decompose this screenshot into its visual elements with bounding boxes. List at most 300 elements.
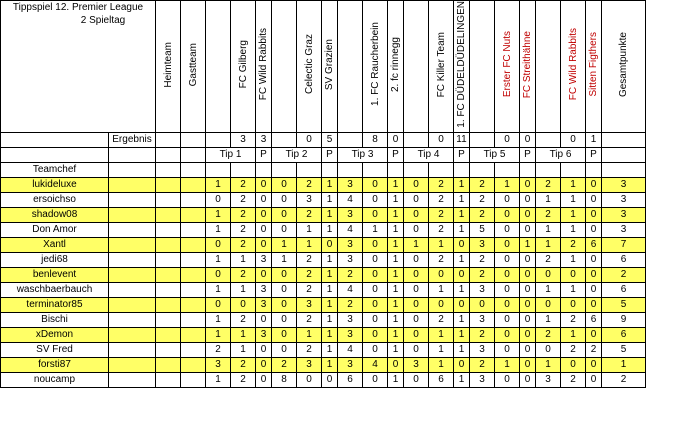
tip-cell: 2 [536,252,561,267]
table-row [1,267,646,282]
blank-cell [109,207,156,222]
tip-cell: 0 [586,282,602,297]
tip-cell: 1 [206,222,231,237]
tip-cell: 3 [338,327,363,342]
tip-cell: 0 [363,282,388,297]
tip-cell: 8 [272,372,297,387]
tip-cell: 4 [338,282,363,297]
tip-cell: 2 [297,282,322,297]
tip-cell: 0 [495,372,520,387]
header-team-13 [586,1,602,133]
tip-cell: 2 [561,372,586,387]
blank-cell [1,132,109,147]
tip-cell: 0 [561,357,586,372]
tip-cell: 0 [256,177,272,192]
tip-cell: 1 [536,312,561,327]
tip-cell: 0 [586,177,602,192]
blank-cell [156,222,181,237]
ergebnis-value: 0 [495,132,520,147]
tip-cell: 1 [388,252,404,267]
table-row [1,282,646,297]
tip-cell: 1 [322,342,338,357]
tip-cell: 0 [495,192,520,207]
tip-cell: 2 [470,177,495,192]
tip-cell: 2 [470,192,495,207]
tip-cell: 0 [256,222,272,237]
header-spacer [536,1,561,133]
tip-cell: 1 [206,177,231,192]
tip-cell: 0 [454,237,470,252]
gesamt-cell: 6 [602,252,646,267]
blank-cell [109,147,156,162]
table-row [1,222,646,237]
tip-cell: 0 [404,222,429,237]
blank-cell [109,267,156,282]
tip-cell: 2 [231,177,256,192]
tip-header-2: Tip 2 [272,147,322,162]
ergebnis-value: 0 [388,132,404,147]
tip-cell: 1 [388,222,404,237]
tip-cell: 2 [561,312,586,327]
blank-cell [206,162,231,177]
blank-cell [156,237,181,252]
tip-cell: 0 [231,297,256,312]
tip-cell: 0 [561,267,586,282]
tip-cell: 3 [470,237,495,252]
tip-cell: 2 [231,192,256,207]
tip-cell: 0 [454,297,470,312]
tip-cell: 0 [586,357,602,372]
tip-cell: 2 [470,357,495,372]
tip-cell: 1 [561,222,586,237]
gesamt-cell: 5 [602,342,646,357]
tip-cell: 3 [206,357,231,372]
tip-cell: 1 [454,192,470,207]
tip-cell: 2 [297,252,322,267]
header-team-11 [520,1,536,133]
ergebnis-value: 0 [297,132,322,147]
blank-cell [109,192,156,207]
tip-cell: 3 [297,297,322,312]
header-label: FC Killer Team [435,31,447,98]
blank-cell [181,267,206,282]
header-label: Erster FC Nuts [501,31,513,98]
tip-cell: 0 [256,312,272,327]
blank-cell [181,342,206,357]
tip-cell: 3 [256,282,272,297]
table-row [1,297,646,312]
tip-cell: 0 [272,192,297,207]
tip-cell: 0 [495,327,520,342]
header-team-5 [322,1,338,133]
header-spacer [272,1,297,133]
tip-cell: 2 [297,207,322,222]
tip-cell: 0 [206,237,231,252]
ergebnis-value: 5 [322,132,338,147]
header-spacer [338,1,363,133]
gesamt-cell: 3 [602,222,646,237]
tip-cell: 0 [536,342,561,357]
tip-cell: 1 [561,252,586,267]
blank-cell [181,222,206,237]
blank-cell [322,162,338,177]
blank-cell [181,357,206,372]
tip-cell: 3 [297,192,322,207]
tip-cell: 3 [338,237,363,252]
header-label: Gesamtpunkte [618,31,629,97]
tip-cell: 1 [388,177,404,192]
tip-cell: 0 [272,327,297,342]
tip-cell: 1 [536,357,561,372]
blank-cell [156,207,181,222]
gesamt-cell: 6 [602,282,646,297]
player-name: Don Amor [1,222,109,237]
tip-cell: 0 [404,207,429,222]
tip-cell: 0 [404,297,429,312]
tip-cell: 1 [272,252,297,267]
blank-cell [495,162,520,177]
table-row [1,312,646,327]
gesamt-cell: 9 [602,312,646,327]
blank-cell [1,147,109,162]
tip-cell: 0 [520,207,536,222]
tip-cell: 1 [429,282,454,297]
tip-cell: 1 [206,312,231,327]
ergebnis-value [602,132,646,147]
tip-cell: 2 [429,222,454,237]
tip-cell: 1 [322,282,338,297]
tip-cell: 0 [495,237,520,252]
blank-cell [156,162,181,177]
blank-cell [156,252,181,267]
tip-cell: 1 [536,282,561,297]
table-row [1,192,646,207]
blank-cell [156,312,181,327]
blank-cell [602,147,646,162]
blank-cell [388,162,404,177]
blank-cell [156,372,181,387]
tip-cell: 2 [231,237,256,252]
tip-cell: 1 [322,207,338,222]
blank-cell [297,162,322,177]
tip-cell: 0 [256,192,272,207]
ergebnis-value [156,132,181,147]
tip-cell: 1 [520,237,536,252]
header-label: Heimteam [162,41,174,88]
header-label: SV Grazien [324,38,335,90]
tip-cell: 2 [297,342,322,357]
header-team-7 [388,1,404,133]
tip-cell: 3 [256,297,272,312]
tip-cell: 1 [536,192,561,207]
tip-header-5: Tip 5 [470,147,520,162]
blank-cell [181,297,206,312]
tip-cell: 0 [586,267,602,282]
tip-cell: 0 [363,177,388,192]
ergebnis-value: 3 [256,132,272,147]
tip-cell: 2 [561,342,586,357]
tip-cell: 1 [454,207,470,222]
ergebnis-value [404,132,429,147]
tip-header-4: Tip 4 [404,147,454,162]
blank-cell [156,357,181,372]
header-label: FC Wild Rabbits [567,28,579,101]
tip-cell: 0 [536,297,561,312]
header-team-4 [297,1,322,133]
tip-cell: 1 [454,372,470,387]
header-label: FC Streithähne [522,30,533,98]
blank-cell [109,342,156,357]
tip-cell: 0 [363,192,388,207]
tip-cell: 0 [206,267,231,282]
tip-cell: 0 [536,267,561,282]
tip-cell: 1 [536,222,561,237]
tip-cell: 0 [495,342,520,357]
blank-cell [181,162,206,177]
blank-cell [109,282,156,297]
ergebnis-value: 1 [586,132,602,147]
header-label: 1. FC DÜDELDÜDELINGEN [456,1,467,128]
tip-cell: 0 [454,267,470,282]
tip-cell: 2 [297,267,322,282]
tip-cell: 0 [520,327,536,342]
p-header: P [322,147,338,162]
header-team-3 [256,1,272,133]
tip-cell: 0 [495,252,520,267]
tip-cell: 0 [363,297,388,312]
tip-cell: 0 [272,222,297,237]
tip-cell: 0 [586,222,602,237]
tip-cell: 0 [520,222,536,237]
tip-cell: 1 [297,327,322,342]
tip-header-6: Tip 6 [536,147,586,162]
tip-cell: 0 [520,342,536,357]
tip-cell: 2 [338,267,363,282]
tip-cell: 1 [206,372,231,387]
table-row [1,357,646,372]
tip-cell: 3 [297,357,322,372]
tip-cell: 2 [231,222,256,237]
tip-cell: 1 [561,192,586,207]
tip-cell: 0 [256,267,272,282]
tip-cell: 3 [338,312,363,327]
tip-cell: 1 [388,237,404,252]
tip-cell: 3 [338,357,363,372]
tip-cell: 6 [586,312,602,327]
tip-cell: 1 [297,222,322,237]
table-row [1,327,646,342]
tip-cell: 0 [586,327,602,342]
blank-cell [181,192,206,207]
ergebnis-value: 0 [520,132,536,147]
tip-cell: 1 [388,207,404,222]
blank-cell [109,252,156,267]
gesamt-cell: 2 [602,267,646,282]
tip-cell: 1 [388,267,404,282]
tip-cell: 0 [272,177,297,192]
player-name: Bischi [1,312,109,327]
header-spacer [206,1,231,133]
tip-cell: 1 [454,342,470,357]
tip-cell: 1 [206,252,231,267]
tip-cell: 2 [297,177,322,192]
tip-cell: 2 [231,267,256,282]
player-name: waschbaerbauch [1,282,109,297]
player-name: Xantl [1,237,109,252]
tip-cell: 1 [495,357,520,372]
tip-cell: 0 [363,327,388,342]
tip-cell: 3 [338,252,363,267]
ergebnis-value: 8 [363,132,388,147]
blank-cell [181,147,206,162]
ergebnis-label: Ergebnis [109,132,156,147]
tip-cell: 2 [429,177,454,192]
tip-cell: 0 [404,282,429,297]
tip-cell: 3 [470,312,495,327]
ergebnis-value [338,132,363,147]
tip-cell: 0 [206,297,231,312]
tip-cell: 3 [404,357,429,372]
tip-cell: 0 [272,267,297,282]
tip-cell: 1 [429,237,454,252]
tip-cell: 1 [297,237,322,252]
tip-cell: 0 [256,342,272,357]
tip-cell: 0 [206,192,231,207]
tip-cell: 4 [338,342,363,357]
tip-cell: 1 [429,327,454,342]
tip-header-1: Tip 1 [206,147,256,162]
blank-cell [181,237,206,252]
tip-cell: 3 [470,342,495,357]
tip-cell: 0 [272,282,297,297]
blank-cell [561,162,586,177]
table-row [1,237,646,252]
blank-cell [404,162,429,177]
blank-cell [156,282,181,297]
tip-cell: 1 [322,267,338,282]
tip-cell: 1 [206,327,231,342]
blank-cell [181,207,206,222]
player-name: terminator85 [1,297,109,312]
blank-cell [181,327,206,342]
blank-cell [454,162,470,177]
tip-cell: 2 [586,342,602,357]
tip-cell: 1 [206,207,231,222]
tip-cell: 1 [322,192,338,207]
ergebnis-value: 11 [454,132,470,147]
gesamt-cell: 3 [602,177,646,192]
tip-cell: 5 [470,222,495,237]
tip-cell: 2 [429,207,454,222]
tip-cell: 3 [536,372,561,387]
tip-cell: 0 [256,237,272,252]
table-row [1,177,646,192]
tip-cell: 1 [388,192,404,207]
gesamt-cell: 3 [602,192,646,207]
tip-cell: 0 [388,357,404,372]
header-label: 1. FC Raucherbein [369,22,381,107]
tip-cell: 0 [404,372,429,387]
header-team-9 [454,1,470,133]
tip-cell: 6 [586,237,602,252]
header-spacer [470,1,495,133]
tip-cell: 1 [561,177,586,192]
table-row [1,372,646,387]
tip-cell: 1 [536,237,561,252]
tip-cell: 0 [297,372,322,387]
header-team-10 [495,1,520,133]
ergebnis-value [536,132,561,147]
header-spacer [404,1,429,133]
gesamt-cell: 1 [602,357,646,372]
player-name: shadow08 [1,207,109,222]
tip-cell: 0 [363,312,388,327]
blank-cell [109,297,156,312]
tip-cell: 0 [520,267,536,282]
tip-cell: 0 [429,297,454,312]
blank-cell [109,312,156,327]
tip-cell: 1 [322,222,338,237]
header-label: Celectic Graz [303,34,315,95]
blank-cell [109,177,156,192]
table-row [1,207,646,222]
tip-cell: 0 [322,372,338,387]
tip-cell: 0 [520,192,536,207]
player-name: lukideluxe [1,177,109,192]
sheet-title [1,1,156,133]
blank-cell [181,282,206,297]
tip-cell: 0 [272,342,297,357]
blank-cell [602,162,646,177]
tip-cell: 2 [470,252,495,267]
ergebnis-value [470,132,495,147]
tip-cell: 6 [338,372,363,387]
tip-cell: 1 [561,207,586,222]
gesamt-cell: 2 [602,372,646,387]
player-name: SV Fred [1,342,109,357]
ergebnis-value [181,132,206,147]
ergebnis-value [272,132,297,147]
tip-cell: 0 [256,207,272,222]
tip-cell: 0 [520,252,536,267]
tip-cell: 1 [495,177,520,192]
ergebnis-value [206,132,231,147]
blank-cell [181,252,206,267]
tip-cell: 1 [454,312,470,327]
blank-cell [109,237,156,252]
blank-cell [109,372,156,387]
player-name: forsti87 [1,357,109,372]
blank-cell [536,162,561,177]
tip-cell: 0 [495,207,520,222]
tip-cell: 0 [272,207,297,222]
tip-cell: 2 [338,297,363,312]
tip-cell: 0 [586,372,602,387]
tip-cell: 1 [454,327,470,342]
player-name: jedi68 [1,252,109,267]
tip-cell: 1 [272,237,297,252]
tip-cell: 2 [297,312,322,327]
tip-cell: 2 [429,252,454,267]
header-team-14 [602,1,646,133]
blank-cell [470,162,495,177]
tip-cell: 0 [495,297,520,312]
blank-cell [181,372,206,387]
tip-cell: 2 [231,207,256,222]
tip-cell: 1 [454,252,470,267]
tip-cell: 4 [338,192,363,207]
blank-cell [586,162,602,177]
